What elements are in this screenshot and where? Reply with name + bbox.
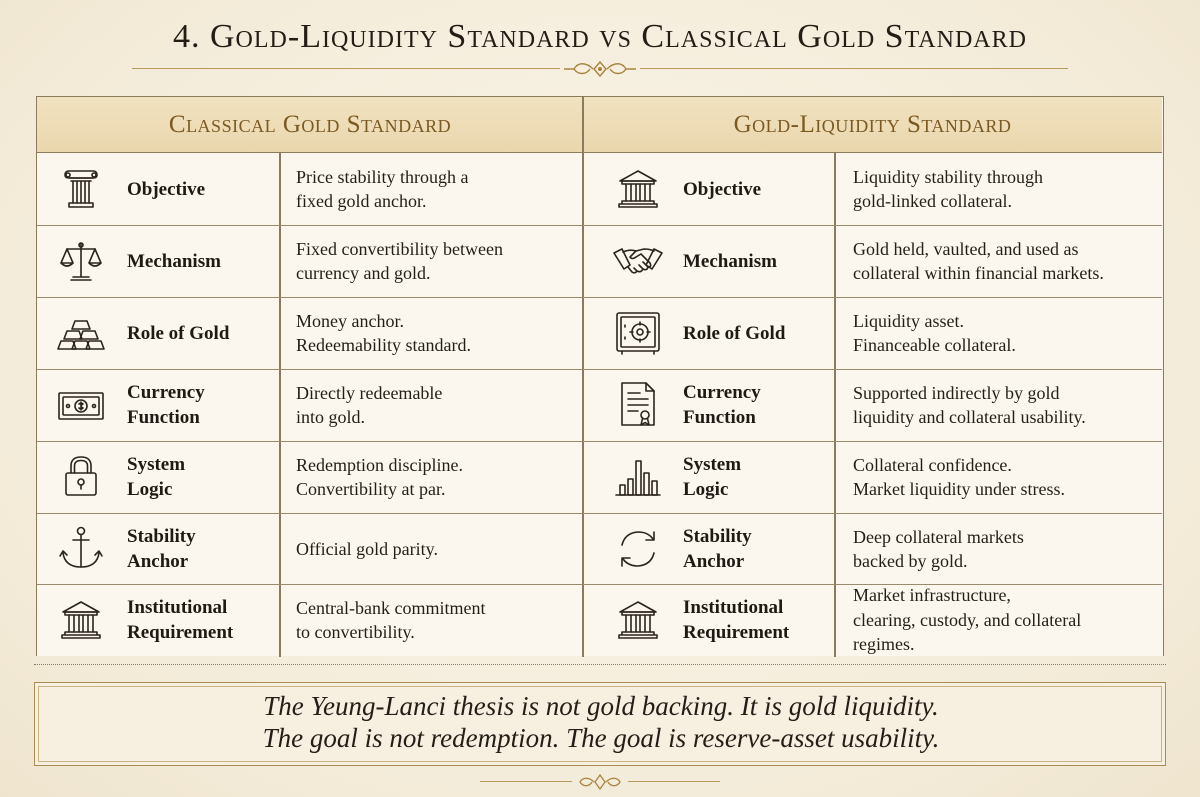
left-row-mechanism-text: Fixed convertibility between currency and gold.	[296, 238, 503, 283]
row-divider	[37, 225, 1162, 226]
anchor-icon	[53, 521, 109, 577]
title-rule-left	[132, 68, 560, 69]
title-rule-right	[640, 68, 1068, 69]
right-row-role-of-gold-label: Role of Gold	[683, 322, 786, 344]
right-row-stability-anchor-label: Stability Anchor	[683, 526, 752, 572]
row-divider	[37, 513, 1162, 514]
left-row-mechanism-label: Mechanism	[127, 250, 221, 272]
right-row-system-logic-text: Collateral confidence. Market liquidity under stress.	[853, 454, 1065, 499]
left-row-system-logic-label: System Logic	[127, 454, 186, 500]
left-row-system-logic-text: Redemption discipline. Convertibility at par.	[296, 454, 463, 499]
left-inner-divider	[279, 153, 281, 657]
right-row-system-logic-label: System Logic	[683, 454, 742, 500]
left-row-currency-function-label: Currency Function	[127, 382, 205, 428]
dotted-separator	[34, 664, 1166, 665]
left-row-role-of-gold-label: Role of Gold	[127, 322, 230, 344]
right-row-mechanism-label: Mechanism	[683, 250, 777, 272]
bank-building-icon	[53, 592, 109, 648]
page-title: 4. Gold-Liquidity Standard vs Classical Gold Standard	[173, 18, 1027, 55]
right-row-institutional-requirement-label: Institutional Requirement	[683, 597, 790, 643]
bar-chart-icon	[610, 449, 666, 505]
left-row-institutional-requirement-label: Institutional Requirement	[127, 597, 234, 643]
row-divider	[37, 441, 1162, 442]
handshake-icon	[610, 233, 666, 289]
left-row-objective-label: Objective	[127, 178, 206, 200]
right-row-objective-label: Objective	[683, 178, 762, 200]
flourish-ornament-icon	[560, 58, 640, 80]
right-row-objective-text: Liquidity stability through gold-linked collateral.	[853, 166, 1043, 211]
right-row-currency-function-label: Currency Function	[683, 382, 761, 428]
circular-arrows-icon	[610, 521, 666, 577]
vault-safe-icon	[610, 305, 666, 361]
right-column-header: Gold-Liquidity Standard	[583, 97, 1162, 153]
quote-line-1: The Yeung-Lanci thesis is not gold backing. It is gold liquidity.	[263, 691, 939, 721]
column-pillar-icon	[53, 161, 109, 217]
left-column-header: Classical Gold Standard	[37, 97, 583, 153]
right-row-currency-function-text: Supported indirectly by gold liquidity and collateral usability.	[853, 382, 1086, 427]
bank-building-icon	[610, 161, 666, 217]
quote-box	[34, 682, 1166, 766]
right-row-role-of-gold-text: Liquidity asset. Financeable collateral.	[853, 310, 1016, 355]
bottom-flourish-icon	[572, 772, 628, 792]
certificate-document-icon	[610, 377, 666, 433]
balance-scale-icon	[53, 233, 109, 289]
row-divider	[37, 369, 1162, 370]
gold-bars-icon	[53, 305, 109, 361]
bottom-rule-left	[480, 781, 572, 782]
comparison-table	[36, 96, 1164, 656]
left-row-role-of-gold-text: Money anchor. Redeemability standard.	[296, 310, 471, 355]
padlock-icon	[53, 449, 109, 505]
left-row-objective-text: Price stability through a fixed gold anchor.	[296, 166, 469, 211]
right-row-institutional-requirement-text: Market infrastructure, clearing, custody, and collateral regimes.	[853, 585, 1082, 655]
row-divider	[37, 297, 1162, 298]
center-divider	[582, 97, 584, 657]
bottom-rule-right	[628, 781, 720, 782]
left-row-currency-function-text: Directly redeemable into gold.	[296, 382, 443, 427]
right-row-stability-anchor-text: Deep collateral markets backed by gold.	[853, 526, 1024, 571]
right-inner-divider	[834, 153, 836, 657]
left-row-institutional-requirement-text: Central-bank commitment to convertibility.	[296, 597, 486, 642]
row-divider	[37, 584, 1162, 585]
right-row-mechanism-text: Gold held, vaulted, and used as collateral within financial markets.	[853, 238, 1104, 283]
quote-line-2: The goal is not redemption. The goal is reserve-asset usability.	[262, 723, 940, 753]
left-row-stability-anchor-label: Stability Anchor	[127, 526, 196, 572]
left-row-stability-anchor-text: Official gold parity.	[296, 538, 438, 559]
banknote-icon	[53, 377, 109, 433]
bank-building-icon	[610, 592, 666, 648]
